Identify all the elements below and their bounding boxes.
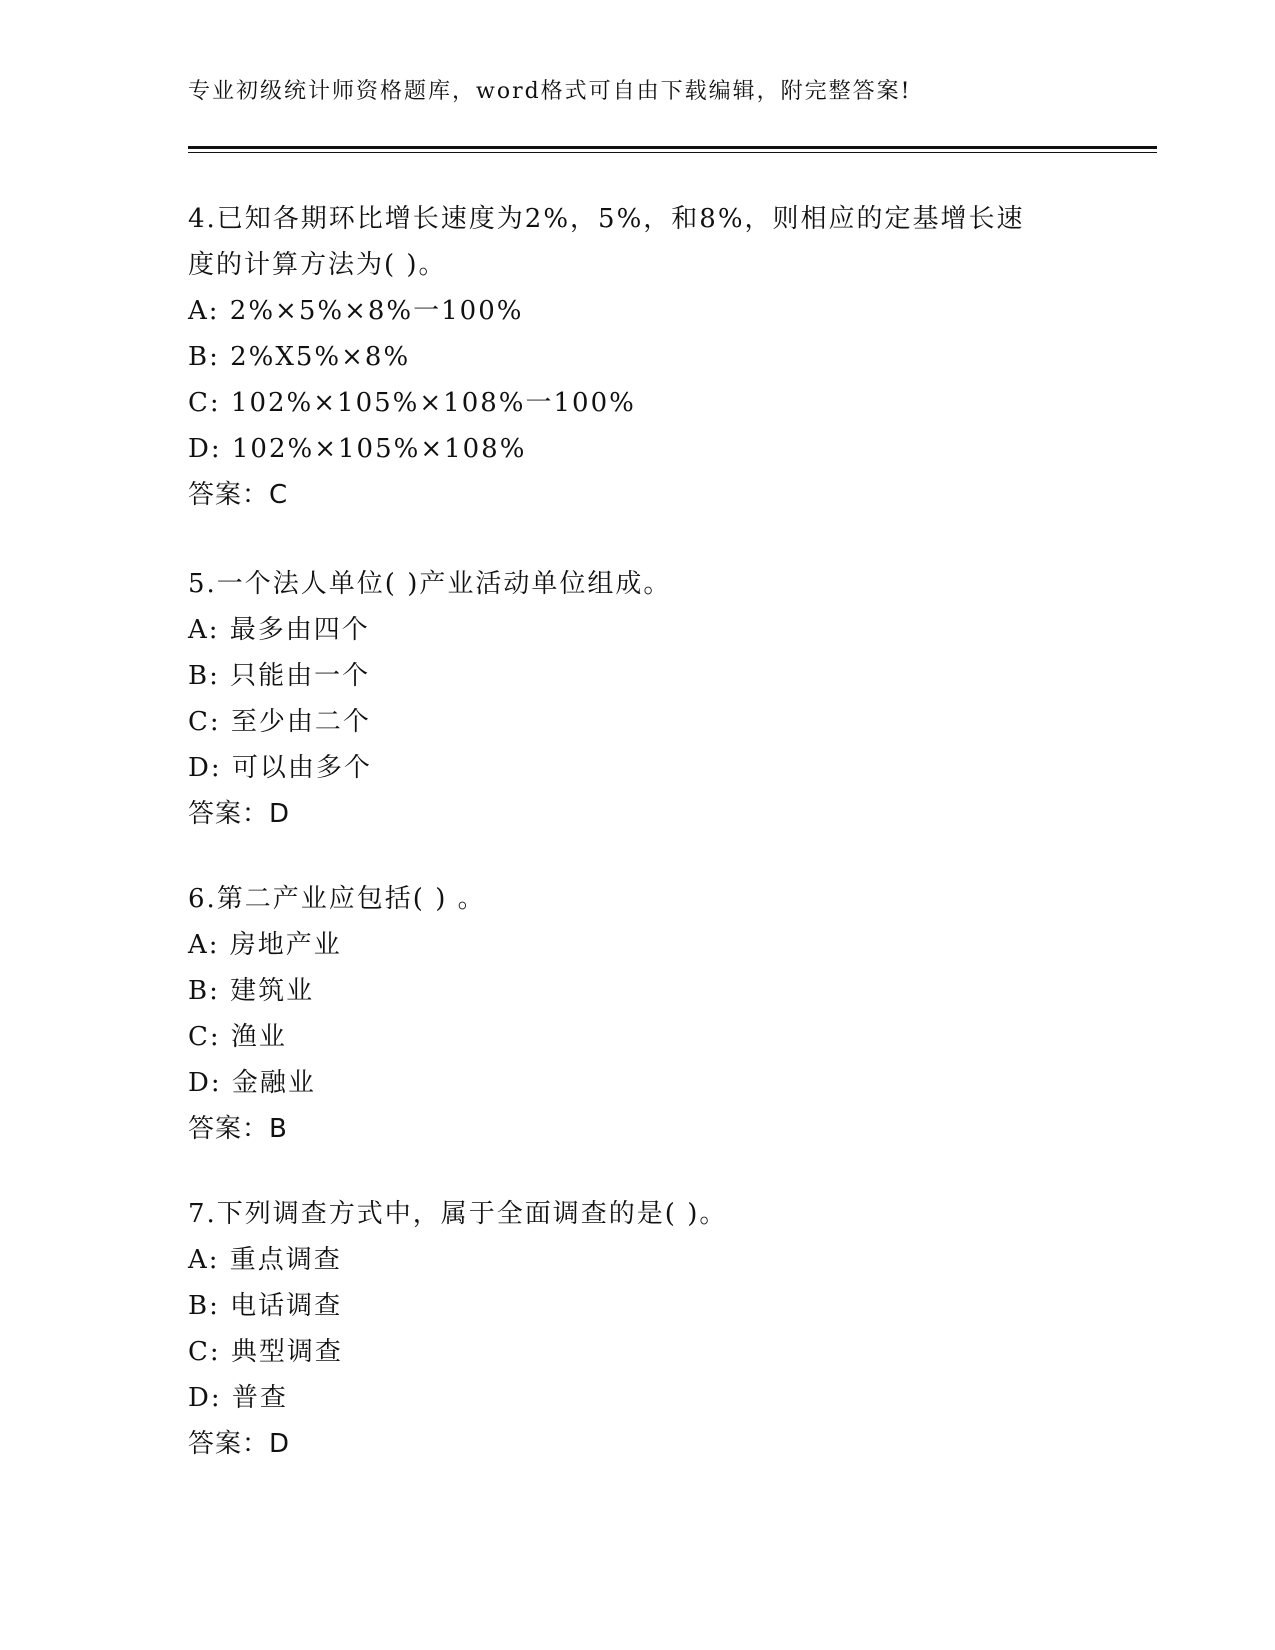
- option-c: C: 典型调查: [188, 1337, 343, 1367]
- question-stem-continued: 度的计算方法为( )。: [188, 250, 447, 280]
- option-c: C: 至少由二个: [188, 707, 371, 737]
- option-b: B: 2%X5%×8%: [188, 342, 411, 372]
- option-b: B: 只能由一个: [188, 661, 371, 691]
- option-a: A: 最多由四个: [188, 615, 370, 645]
- option-d: D: 可以由多个: [188, 753, 372, 783]
- option-a: A: 房地产业: [188, 930, 342, 960]
- option-a: A: 2%×5%×8%一100%: [188, 296, 524, 326]
- question-5: [188, 561, 1088, 837]
- option-c: C: 渔业: [188, 1022, 287, 1052]
- question-stem: 4.已知各期环比增长速度为2%，5%，和8%，则相应的定基增长速: [188, 204, 1025, 234]
- option-d: D: 102%×105%×108%: [188, 434, 527, 464]
- option-d: D: 金融业: [188, 1068, 316, 1098]
- option-d: D: 普查: [188, 1383, 288, 1413]
- question-stem: 5.一个法人单位( )产业活动单位组成。: [188, 569, 672, 599]
- answer-line: 答案：D: [188, 1429, 291, 1459]
- answer-line: 答案：D: [188, 799, 291, 829]
- option-a: A: 重点调查: [188, 1245, 342, 1275]
- question-stem: 7.下列调查方式中，属于全面调查的是( )。: [188, 1199, 728, 1229]
- answer-line: 答案：B: [188, 1114, 288, 1144]
- option-b: B: 电话调查: [188, 1291, 343, 1321]
- option-b: B: 建筑业: [188, 976, 315, 1006]
- question-4: [188, 196, 1088, 518]
- question-6: [188, 876, 1088, 1152]
- question-stem: 6.第二产业应包括( ) 。: [188, 884, 486, 914]
- answer-line: 答案：C: [188, 480, 289, 510]
- page-header: 专业初级统计师资格题库，word格式可自由下载编辑，附完整答案!: [188, 79, 912, 104]
- header-rule-thin: [188, 152, 1157, 153]
- header-rule-thick: [188, 146, 1157, 149]
- question-7: [188, 1191, 1088, 1467]
- option-c: C: 102%×105%×108%一100%: [188, 388, 636, 418]
